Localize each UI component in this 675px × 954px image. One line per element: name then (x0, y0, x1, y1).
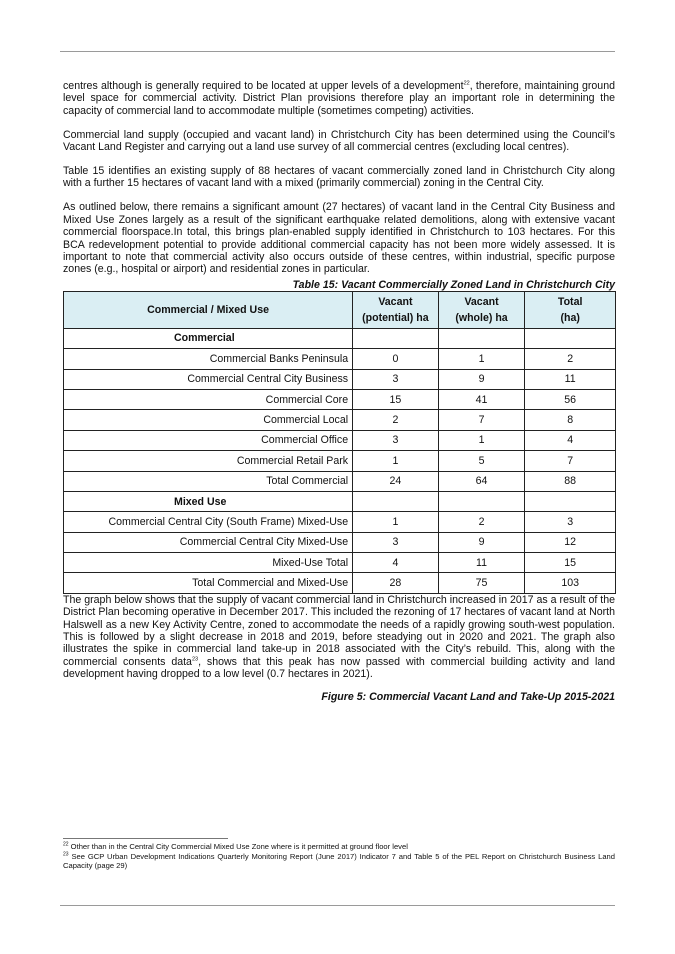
header-total-line1: Total (557, 295, 583, 308)
empty-cell (438, 491, 525, 511)
paragraph-1-text-a: centres although is generally required to be located at upper levels of a development (63, 80, 464, 92)
header-vacant-whole-line2: (whole) ha (455, 311, 508, 324)
header-vacant-whole-line1: Vacant (464, 295, 499, 308)
group-label: Commercial (64, 328, 353, 348)
vacant-whole-value: 64 (438, 471, 525, 491)
zone-name: Commercial Central City Business (64, 369, 353, 389)
total-value: 12 (525, 532, 616, 552)
table-row (64, 389, 616, 409)
total-value: 88 (525, 471, 616, 491)
footnotes (63, 838, 615, 871)
table-row (64, 512, 616, 532)
paragraph-1-text-b: , therefore, maintaining ground level space for commercial activity. District Plan provisions therefore play an important role in determining the capacity of commercial land to accommodate multiple (sometimes competing) activities. (63, 80, 615, 117)
empty-cell (525, 491, 616, 511)
table-row (64, 532, 616, 552)
vacant-whole-value: 1 (438, 349, 525, 369)
zone-name: Commercial Core (64, 389, 353, 409)
vacant-whole-value: 9 (438, 532, 525, 552)
vacant-potential-value: 24 (353, 471, 439, 491)
total-value: 56 (525, 389, 616, 409)
header-total (525, 291, 616, 328)
group-row-mixed-use (64, 491, 616, 511)
vacant-potential-value: 4 (353, 553, 439, 573)
header-vacant-potential (353, 291, 439, 328)
vacant-potential-value: 1 (353, 512, 439, 532)
vacant-whole-value: 9 (438, 369, 525, 389)
paragraph-1 (63, 80, 615, 117)
total-value: 8 (525, 410, 616, 430)
vacant-potential-value: 1 (353, 451, 439, 471)
paragraph-4: As outlined below, there remains a significant amount (27 hectares) of vacant land in the Central City Business and Mixed Use Zones largely as a result of the significant earthquake related demolitions, along with extensive vacant commercial floorspace.In total, this brings plan-enabled supply identified in Christchurch to 103 hectares. For this BCA redevelopment potential to provide additional commercial capacity has not been more widely assessed. It is important to note that commercial activity also occurs outside of these centres, within industrial, specific purpose zones (e.g., hospital or airport) and residential zones in particular. (63, 201, 615, 276)
group-label: Mixed Use (64, 491, 353, 511)
vacant-potential-value: 3 (353, 369, 439, 389)
zone-name: Total Commercial and Mixed-Use (64, 573, 353, 593)
header-vacant-potential-line2: (potential) ha (362, 311, 429, 324)
empty-cell (353, 491, 439, 511)
total-value: 2 (525, 349, 616, 369)
vacant-potential-value: 3 (353, 430, 439, 450)
total-value: 4 (525, 430, 616, 450)
total-value: 15 (525, 553, 616, 573)
footnote-ref-23[interactable]: 23 (191, 656, 199, 663)
total-value: 3 (525, 512, 616, 532)
page-body (63, 80, 615, 703)
header-vacant-potential-line1: Vacant (378, 295, 413, 308)
table-header-row (64, 291, 616, 328)
empty-cell (353, 328, 439, 348)
vacant-whole-value: 75 (438, 573, 525, 593)
zone-name: Total Commercial (64, 471, 353, 491)
vacant-potential-value: 3 (353, 532, 439, 552)
header-vacant-whole (438, 291, 525, 328)
header-rule (60, 51, 615, 52)
footnote-23 (63, 852, 615, 870)
footnote-text: See GCP Urban Development Indications Quarterly Monitoring Report (June 2017) Indicator 7 and Table 5 of the PEL Report on Christchurch Business Land Capacity (page 29) (63, 852, 615, 870)
vacant-whole-value: 1 (438, 430, 525, 450)
vacant-potential-value: 28 (353, 573, 439, 593)
table-row (64, 573, 616, 593)
header-zone: Commercial / Mixed Use (64, 291, 353, 328)
vacant-potential-value: 0 (353, 349, 439, 369)
vacant-whole-value: 2 (438, 512, 525, 532)
footnote-text: Other than in the Central City Commercial Mixed Use Zone where is it permitted at ground floor level (68, 842, 408, 851)
vacant-whole-value: 5 (438, 451, 525, 471)
empty-cell (525, 328, 616, 348)
zone-name: Commercial Office (64, 430, 353, 450)
header-total-line2: (ha) (560, 311, 580, 324)
footer-rule (60, 905, 615, 906)
zone-name: Commercial Local (64, 410, 353, 430)
empty-cell (438, 328, 525, 348)
zone-name: Commercial Central City (South Frame) Mixed-Use (64, 512, 353, 532)
table-row (64, 430, 616, 450)
vacant-whole-value: 41 (438, 389, 525, 409)
table-row (64, 369, 616, 389)
zone-name: Commercial Central City Mixed-Use (64, 532, 353, 552)
zone-name: Commercial Retail Park (64, 451, 353, 471)
zone-name: Commercial Banks Peninsula (64, 349, 353, 369)
paragraph-5 (63, 594, 615, 681)
total-value: 103 (525, 573, 616, 593)
footnote-number: 23 (63, 851, 69, 858)
table-caption: Table 15: Vacant Commercially Zoned Land in Christchurch City (292, 278, 615, 291)
footnote-number: 22 (63, 841, 69, 848)
vacant-land-table (63, 291, 616, 594)
paragraph-2: Commercial land supply (occupied and vacant land) in Christchurch City has been determined using the Council’s Vacant Land Register and carrying out a land use survey of all commercial centres (excluding local centres). (63, 128, 615, 154)
total-value: 11 (525, 369, 616, 389)
figure-caption: Figure 5: Commercial Vacant Land and Take-Up 2015-2021 (321, 691, 615, 704)
footnote-ref-22[interactable]: 22 (463, 80, 470, 87)
table-row (64, 471, 616, 491)
group-row-commercial (64, 328, 616, 348)
footnote-rule (63, 838, 228, 839)
vacant-whole-value: 7 (438, 410, 525, 430)
vacant-potential-value: 15 (353, 389, 439, 409)
vacant-potential-value: 2 (353, 410, 439, 430)
total-value: 7 (525, 451, 616, 471)
table-row (64, 349, 616, 369)
footnote-22 (63, 842, 615, 851)
paragraph-5-text-a: The graph below shows that the supply of vacant commercial land in Christchurch increased in 2017 as a result of the District Plan becoming operative in December 2017. This included the rezoning of 17 hectares of vacant land at North Halswell as a new Key Activity Centre, zoned to accommodate the needs of a rapidly growing south-west population. This is followed by a slight decrease in 2018 and 2019, before steadying out in 2020 and 2021. The graph also illustrates the spike in commercial land take-up in 2018 associated with the City’s rebuild. This, along with the commercial consents data (63, 593, 615, 668)
table-row (64, 553, 616, 573)
paragraph-3: Table 15 identifies an existing supply of 88 hectares of vacant commercially zoned land in Christchurch City along with a further 15 hectares of vacant land with a mixed (primarily commercial) zoning in the Central City. (63, 165, 615, 190)
table-row (64, 451, 616, 471)
vacant-whole-value: 11 (438, 553, 525, 573)
table-row (64, 410, 616, 430)
paragraph-5-text-b: , shows that this peak has now passed with commercial building activity and land development having dropped to a low level (0.7 hectares in 2021). (63, 655, 615, 681)
zone-name: Mixed-Use Total (64, 553, 353, 573)
